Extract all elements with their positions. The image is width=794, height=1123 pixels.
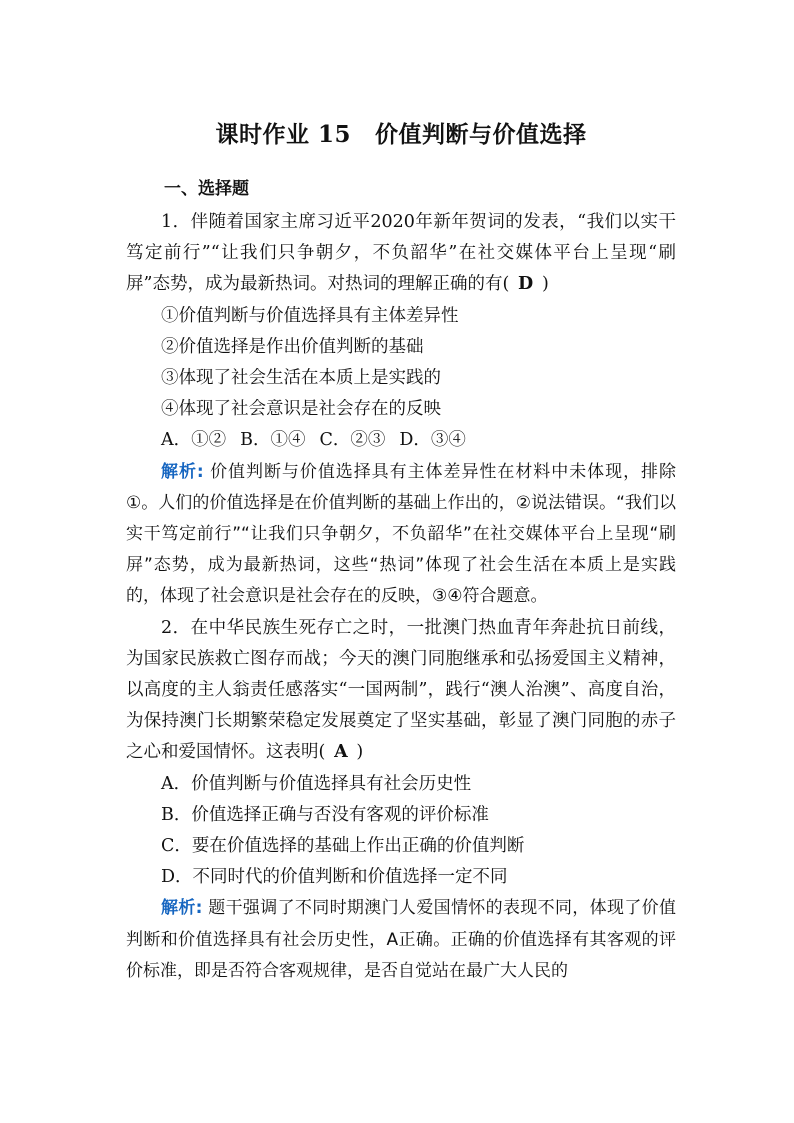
choice-a: A．①②	[161, 430, 227, 451]
choice-d: D．③④	[399, 430, 466, 451]
question-1-item: ④体现了社会意识是社会存在的反映	[161, 399, 441, 420]
question-1-analysis	[126, 457, 676, 613]
choice-c: C．②③	[319, 430, 386, 451]
analysis-label: 解析:	[161, 461, 204, 482]
analysis-text: 题干强调了不同时期澳门人爱国情怀的表现不同，体现了价值判断和价值选择具有社会历史性，A正确。正确的价值选择有其客观的评价标准，即是否符合客观规律，是否自觉站在最广大人民的	[126, 898, 676, 981]
question-1-answer: D	[518, 274, 534, 295]
question-1-stem	[126, 207, 676, 301]
question-2-analysis	[126, 893, 676, 987]
question-1-close: )	[541, 274, 549, 295]
title-main: 课时作业 15	[215, 121, 351, 148]
question-1-text: 1．伴随着国家主席习近平2020年新年贺词的发表，“我们以实干笃定前行”“让我们只争朝夕，不负韶华”在社交媒体平台上呈现“刷屏”态势，成为最新热词。对热词的理解正确的有(	[126, 212, 676, 295]
question-2-stem	[126, 613, 676, 769]
question-2-close: )	[356, 742, 364, 763]
question-1-item: ②价值选择是作出价值判断的基础	[161, 336, 424, 357]
question-2-option-b: B．价值选择正确与否没有客观的评价标准	[161, 804, 489, 825]
question-2-option-a: A．价值判断与价值选择具有社会历史性	[161, 773, 472, 794]
page-title	[126, 116, 676, 149]
question-2-text: 2．在中华民族生死存亡之时，一批澳门热血青年奔赴抗日前线，为国家民族救亡图存而战；今天的澳门同胞继承和弘扬爱国主义精神，以高度的主人翁责任感落实“一国两制”，践行“澳人治澳”、高度自治，为保持澳门长期繁荣稳定发展奠定了坚实基础，彰显了澳门同胞的赤子之心和爱国情怀。这表明(	[126, 617, 676, 763]
question-1-item: ③体现了社会生活在本质上是实践的	[161, 368, 441, 389]
question-2-answer: A	[334, 742, 348, 763]
analysis-label: 解析:	[161, 898, 203, 919]
question-1-choices	[126, 425, 676, 456]
question-1-item: ①价值判断与价值选择具有主体差异性	[161, 305, 459, 326]
section-heading: 一、选择题	[164, 179, 249, 199]
question-2-option-c: C．要在价值选择的基础上作出正确的价值判断	[161, 836, 525, 857]
analysis-text: 价值判断与价值选择具有主体差异性在材料中未体现，排除①。人们的价值选择是在价值判断的基础上作出的，②说法错误。“我们以实干笃定前行”“让我们只争朝夕，不负韶华”在社交媒体平台上呈现“刷屏”态势，成为最新热词，这些“热词”体现了社会生活在本质上是实践的，体现了社会意识是社会存在的反映，③④符合题意。	[126, 461, 676, 607]
question-2-option-d: D．不同时代的价值判断和价值选择一定不同	[161, 867, 508, 888]
choice-b: B．①④	[240, 430, 306, 451]
title-sub: 价值判断与价值选择	[375, 121, 587, 148]
